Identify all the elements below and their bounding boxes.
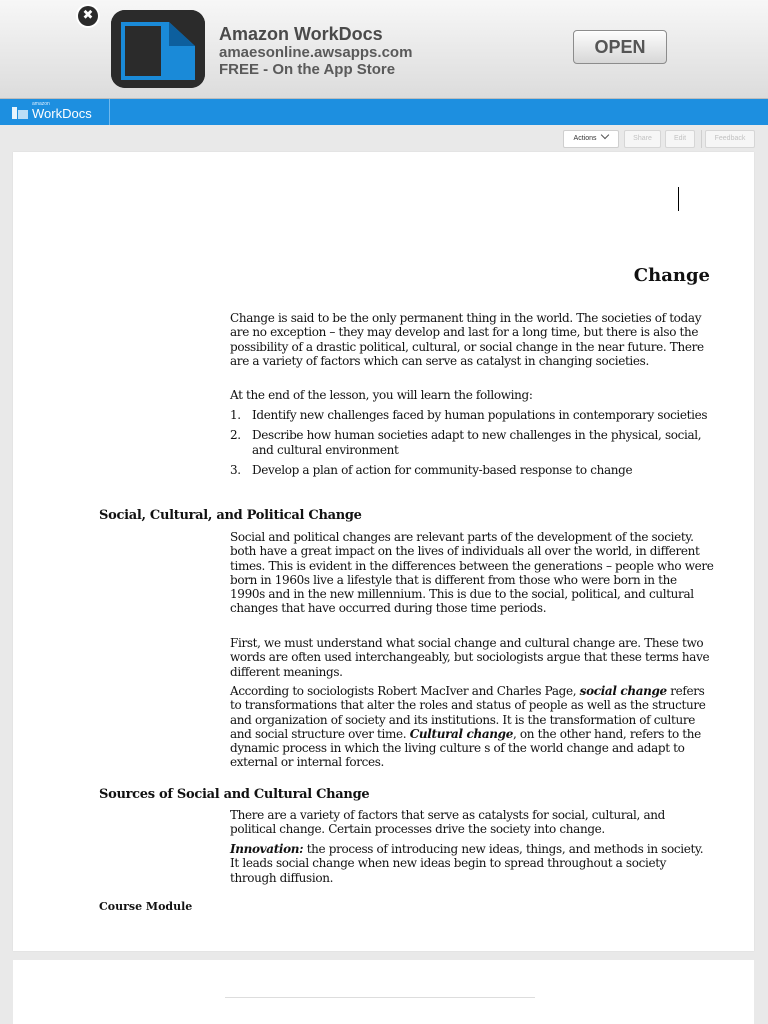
list-item-text: Develop a plan of action for community-based response to change: [252, 462, 633, 477]
chevron-down-icon: [601, 131, 609, 139]
next-document-page: [13, 960, 754, 1024]
page-footer: Course Module: [99, 900, 193, 913]
section1-paragraph-1: Social and political changes are relevant parts of the development of the society. both have a great impact on the lives of individuals all over the world, in different times. This is evident in the differences between the generations – people who were born in 1960s live a lifestyle that is different from those who were born in the 1990s and in the new millennium. This is due to the social, political, and cultural changes that have occurred during those time periods.: [230, 530, 714, 616]
workdocs-logo-icon: [12, 107, 28, 119]
workdocs-app-icon: [111, 10, 205, 88]
objectives-intro: At the end of the lesson, you will learn the following:: [230, 388, 533, 402]
close-icon[interactable]: ✖: [78, 6, 98, 26]
section1-paragraph-3: [230, 684, 714, 770]
paragraph-text: , on the other hand, refers to the dynamic process in which the living culture s of the world change and adapt to external or internal forces.: [230, 726, 701, 770]
objectives-list: [230, 408, 714, 483]
page-title: Change: [633, 265, 710, 286]
open-app-button[interactable]: OPEN: [573, 30, 667, 64]
paragraph-text: refers to transformations that alter the roles and status of people as well as the structure and organization of society and its institutions. It is the transformation of culture and social structure over time.: [230, 684, 706, 741]
list-number: 1.: [230, 408, 241, 422]
share-button[interactable]: Share: [624, 130, 661, 148]
app-header: [0, 99, 768, 125]
section-heading: Social, Cultural, and Political Change: [99, 508, 362, 523]
section1-paragraph-2: First, we must understand what social change and cultural change are. These two words are often used interchangeably, but sociologists argue that these terms have different meanings.: [230, 636, 710, 679]
list-item-text: Describe how human societies adapt to new challenges in the physical, social, and cultural environment: [252, 428, 702, 457]
toolbar-divider: [701, 130, 702, 148]
brand-name: WorkDocs: [32, 106, 92, 121]
term-innovation: Innovation:: [230, 842, 304, 856]
actions-dropdown[interactable]: [563, 130, 619, 148]
workdocs-brand[interactable]: [0, 99, 110, 125]
actions-label: Actions: [573, 135, 597, 142]
banner-app-name: Amazon WorkDocs: [219, 24, 383, 44]
section2-paragraph-2: [230, 842, 714, 885]
divider: [225, 997, 535, 998]
list-item: [230, 463, 714, 477]
list-item: [230, 408, 714, 422]
list-item-text: Identify new challenges faced by human populations in contemporary societies: [252, 408, 708, 422]
paragraph-text: the process of introducing new ideas, things, and methods in society. It leads social change when new ideas begin to spread throughout a society through diffusion.: [230, 842, 704, 885]
term-cultural-change: Cultural change: [409, 726, 513, 741]
app-store-banner: [0, 0, 768, 99]
document-page: [13, 152, 754, 951]
list-number: 2.: [230, 428, 241, 443]
paragraph-text: According to sociologists Robert MacIver and Charles Page,: [230, 684, 580, 698]
banner-store-text: FREE - On the App Store: [219, 61, 396, 78]
list-number: 3.: [230, 462, 241, 477]
feedback-button[interactable]: Feedback: [705, 130, 755, 148]
edit-button[interactable]: Edit: [665, 130, 695, 148]
text-cursor: [678, 187, 679, 211]
section2-paragraph-1: There are a variety of factors that serve as catalysts for social, cultural, and political change. Certain processes drive the society into change.: [230, 808, 665, 837]
term-social-change: social change: [579, 684, 667, 698]
section-heading: Sources of Social and Cultural Change: [99, 787, 370, 802]
banner-app-url: amaesonline.awsapps.com: [219, 44, 413, 61]
list-item: [230, 428, 714, 457]
intro-paragraph: Change is said to be the only permanent thing in the world. The societies of today are no exception – they may develop and last for a long time, but there is also the possibility of a drastic political, cultural, or social change in the near future. There are a variety of factors which can serve as catalyst in changing societies.: [230, 311, 704, 368]
brand-amazon-label: amazon: [32, 101, 50, 107]
